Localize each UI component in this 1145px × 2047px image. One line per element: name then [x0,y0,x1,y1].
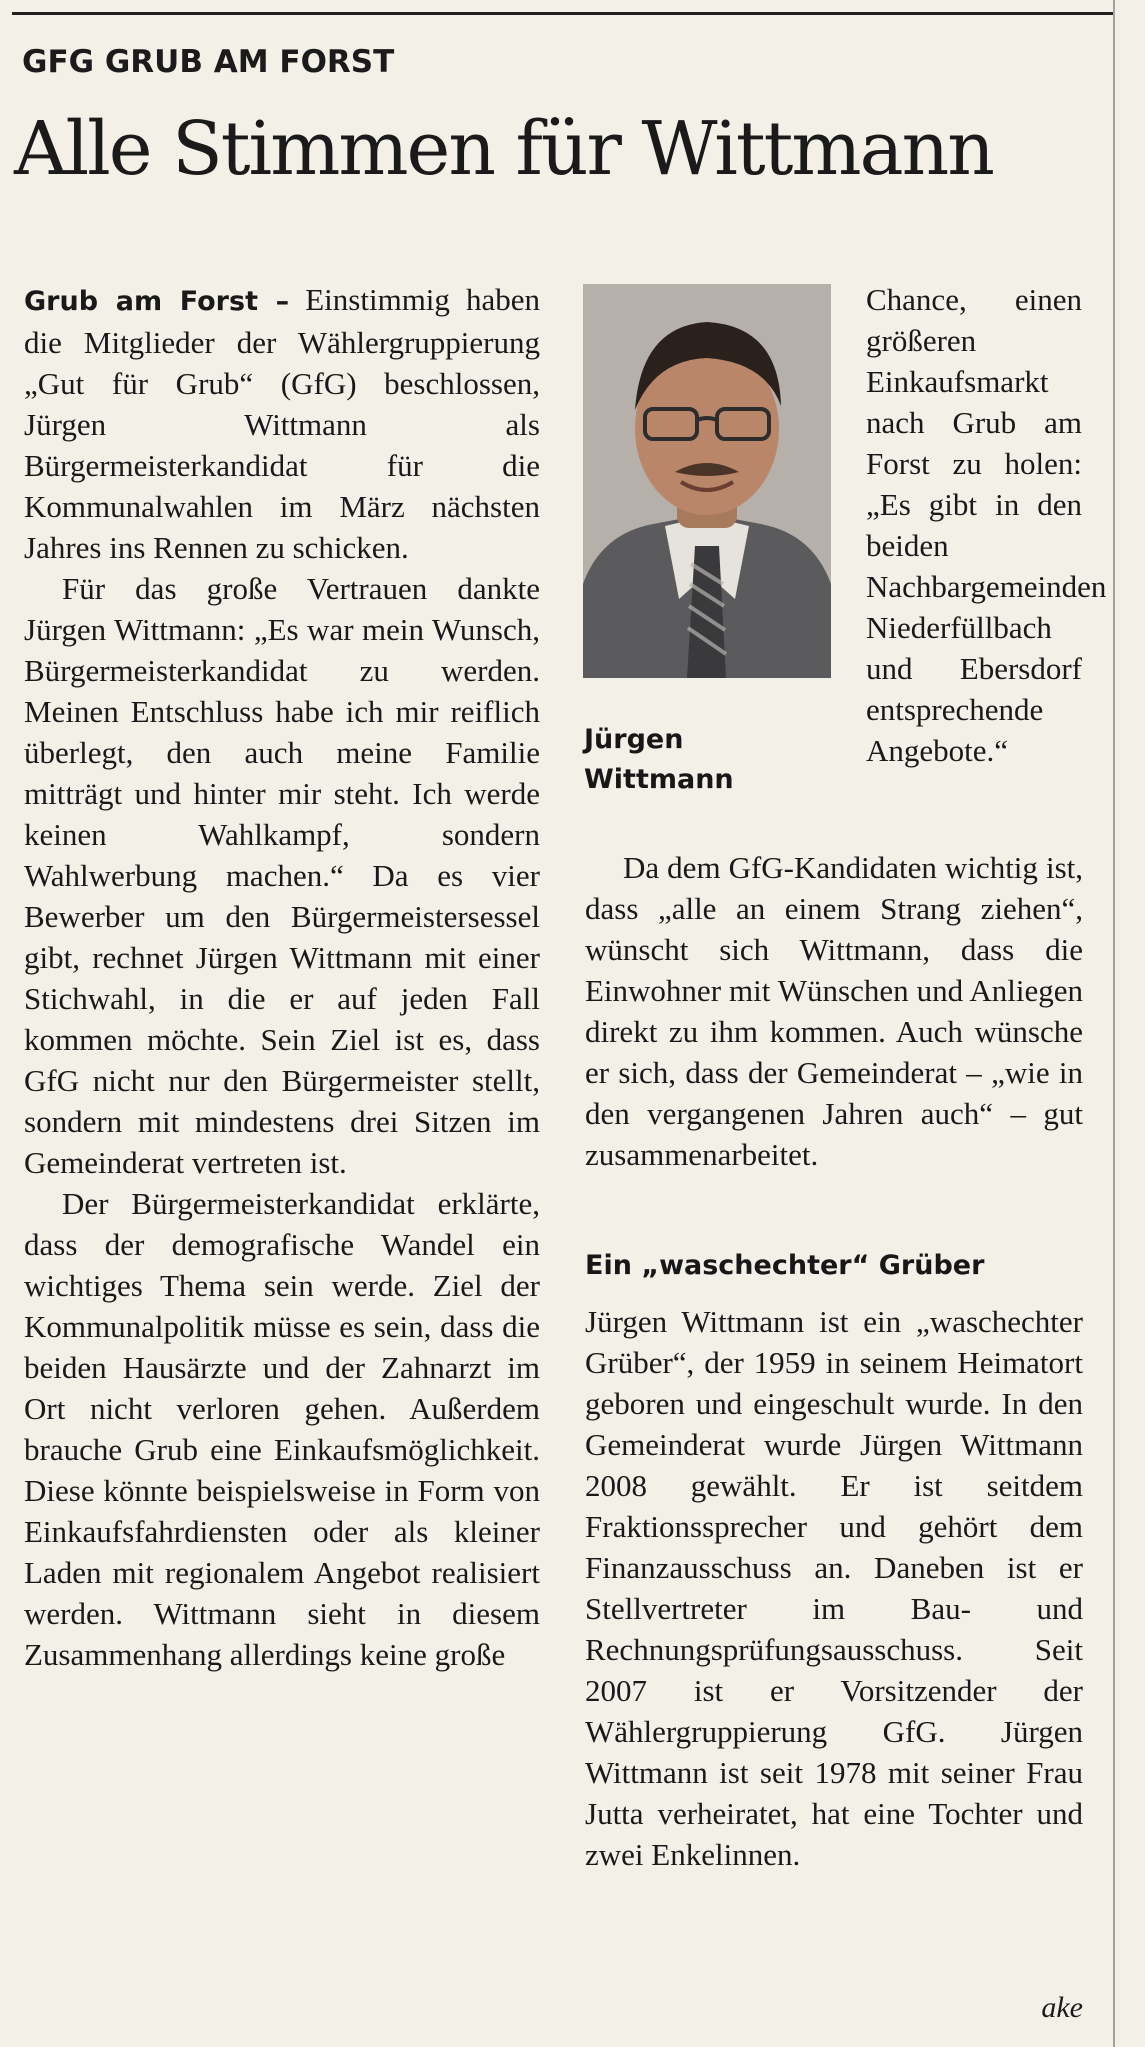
bio-column [585,1301,1083,1875]
paragraph-1 [24,279,540,568]
top-rule [12,12,1113,15]
portrait-photo [583,284,831,678]
right-top-paragraph: Chance, einen größeren Einkaufsmarkt nach Grub am Forst zu holen: „Es gibt in den beiden Nachbargemeinden Niederfüllbach und Ebersdorf entsprechende Angebote.“ [866,282,1107,768]
right-column [585,847,1083,1175]
bio-paragraph: Jürgen Wittmann ist ein „waschechter Grüber“, der 1959 in seinem Heimatort geboren und eingeschult wurde. In den Gemeinderat wurde Jürgen Wittmann 2008 gewählt. Er ist seitdem Fraktionssprecher und gehört dem Finanzausschuss an. Daneben ist er Stellvertreter im Bau- und Rechnungsprüfungsausschuss. Seit 2007 ist er Vorsitzender der Wählergruppierung GfG. Jürgen Wittmann ist seit 1978 mit seiner Frau Jutta verheiratet, hat eine Tochter und zwei Enkelinnen. [585,1304,1083,1872]
right-top-column [866,279,1107,771]
dateline: Grub am Forst – [24,286,290,317]
caption-line-1: Jürgen [584,724,684,755]
paragraph-3: Der Bürgermeisterkandidat erklärte, dass der demografische Wandel ein wichtiges Thema sein werde. Ziel der Kommunalpolitik müsse es sein, dass die beiden Hausärzte und der Zahnarzt im Ort nicht verloren gehen. Außerdem brauche Grub eine Einkaufsmöglichkeit. Diese könnte beispielsweise in Form von Einkaufsfahrdiensten oder als kleiner Laden mit regionalem Angebot realisiert werden. Wittmann sieht in diesem Zusammenhang allerdings keine große [24,1186,540,1672]
subheading: Ein „waschechter“ Grüber [585,1250,985,1281]
glasses-bridge [697,418,717,420]
author-initials: ake [1041,1991,1083,2024]
right-column-rule [1113,0,1115,2047]
paragraph-1-text: Einstimmig haben die Mitglieder der Wählergruppierung „Gut für Grub“ (GfG) beschlossen, Jürgen Wittmann als Bürgermeisterkandidat für die Kommunalwahlen im März nächsten Jahres ins Rennen zu schicken. [24,282,540,565]
portrait-image [583,284,831,678]
headline: Alle Stimmen für Wittmann [14,106,993,192]
kicker: GFG GRUB AM FORST [22,44,395,80]
photo-caption [584,720,844,800]
caption-line-2: Wittmann [584,764,734,795]
left-column [24,279,540,1675]
right-paragraph: Da dem GfG-Kandidaten wichtig ist, dass „alle an einem Strang ziehen“, wünscht sich Wittmann, dass die Einwohner mit Wünschen und Anliegen direkt zu ihm kommen. Auch wünsche er sich, dass der Gemeinderat – „wie in den vergangenen Jahren auch“ – gut zusammenarbeitet. [585,850,1083,1172]
paragraph-2: Für das große Vertrauen dankte Jürgen Wittmann: „Es war mein Wunsch, Bürgermeisterkandidat zu werden. Meinen Entschluss habe ich mir reiflich überlegt, den auch meine Familie mitträgt und hinter mir steht. Ich werde keinen Wahlkampf, sondern Wahlwerbung machen.“ Da es vier Bewerber um den Bürgermeistersessel gibt, rechnet Jürgen Wittmann mit einer Stichwahl, in die er auf jeden Fall kommen möchte. Sein Ziel ist es, dass GfG nicht nur den Bürgermeister stellt, sondern mit mindestens drei Sitzen im Gemeinderat vertreten ist. [24,571,540,1180]
